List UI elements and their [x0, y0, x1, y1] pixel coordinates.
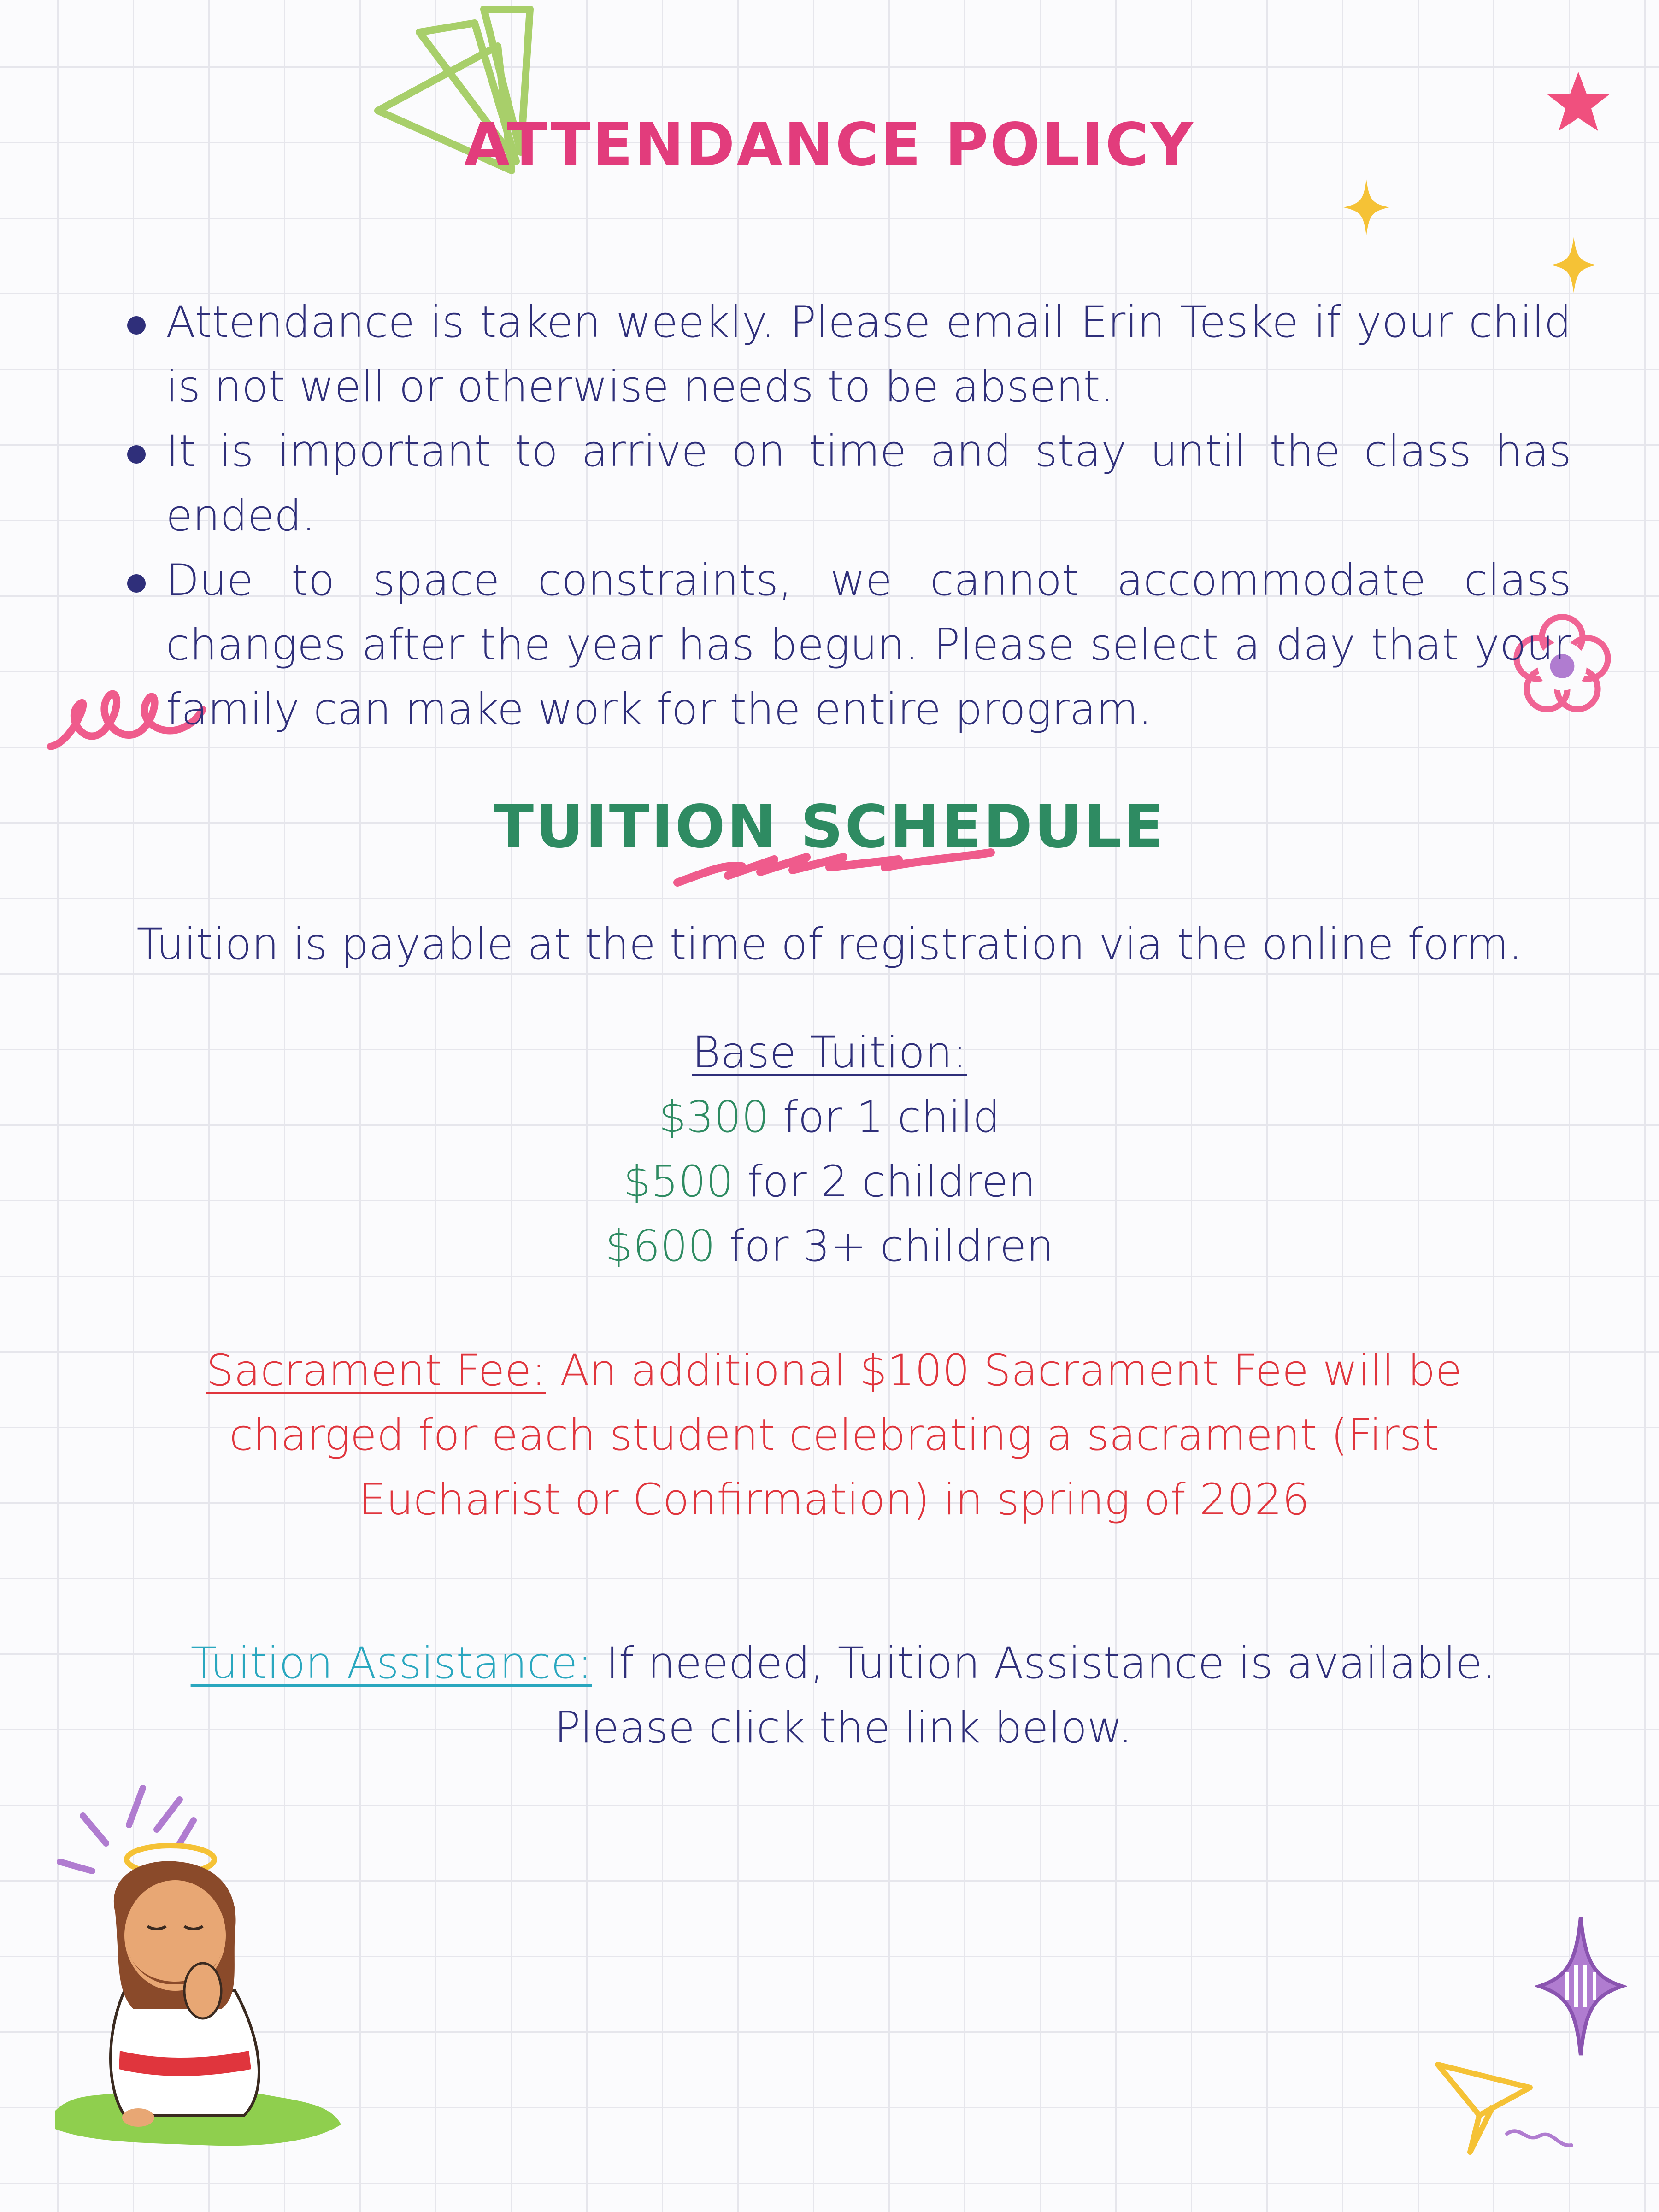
tuition-intro-text: Tuition is payable at the time of registration via the online form. [136, 919, 1523, 970]
yellow-sparkle-icon [1548, 235, 1599, 295]
purple-diamond-sparkle-icon [1535, 1912, 1627, 2060]
list-item: Attendance is taken weekly. Please email Erin Teske if your child is not well or otherwise needs to be absent. [166, 290, 1571, 419]
sacrament-fee-note [134, 1339, 1535, 1532]
attendance-policy-title: ATTENDANCE POLICY [464, 111, 1195, 179]
tier-description: for 1 child [782, 1092, 1000, 1142]
tuition-assistance-link[interactable]: Tuition Assistance: [190, 1638, 592, 1688]
praying-figure-illustration [37, 1774, 350, 2171]
sacrament-fee-text: An additional $100 Sacrament Fee will be charged for each student celebrating a sacrament (First Eucharist or Confirmation) in spring of 2026 [229, 1346, 1462, 1525]
tier-price: $500 [623, 1157, 734, 1207]
tier-description: for 2 children [747, 1157, 1036, 1207]
base-tuition-heading: Base Tuition: [692, 1028, 967, 1078]
base-tuition-block [0, 1021, 1659, 1279]
tier-price: $300 [659, 1092, 769, 1142]
sacrament-fee-label: Sacrament Fee: [206, 1346, 546, 1396]
tuition-tier [0, 1150, 1659, 1214]
tuition-assistance-note [152, 1631, 1535, 1760]
tuition-assistance-text: If needed, Tuition Assistance is available. Please click the link below. [554, 1638, 1496, 1753]
attendance-policy-list [124, 290, 1571, 742]
tier-description: for 3+ children [729, 1221, 1054, 1271]
yellow-sparkle-icon [1341, 177, 1392, 237]
list-item: Due to space constraints, we cannot accommodate class changes after the year has begun. Please select a day that your family can make work for the entire program. [166, 548, 1571, 742]
tier-price: $600 [605, 1221, 716, 1271]
tuition-tier [0, 1214, 1659, 1279]
tuition-schedule-title: TUITION SCHEDULE [493, 793, 1166, 861]
list-item: It is important to arrive on time and stay until the class has ended. [166, 419, 1571, 548]
paper-plane-icon [1429, 2055, 1581, 2171]
tuition-tier [0, 1085, 1659, 1150]
